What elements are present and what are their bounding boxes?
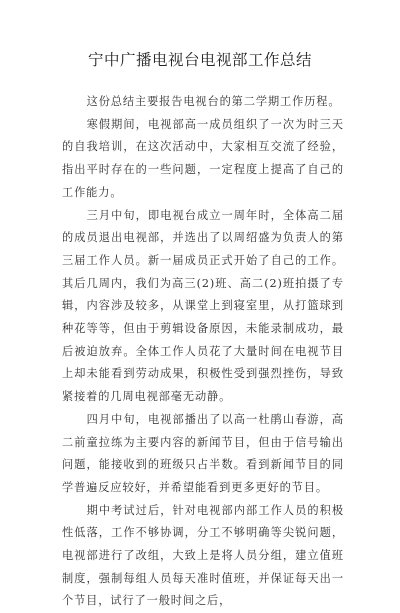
paragraph: 期中考试过后，针对电视部内部工作人员的积极性低落，工作不够协调，分工不够明确等尖锐问题，电视部进行了改组，大致上是将人员分组，建立值班制度，强制每组人员每天准时值班，并保证每天出一个节目，试行了一般时间之后， <box>62 503 344 608</box>
paragraph: 这份总结主要报告电视台的第二学期工作历程。 <box>86 95 341 108</box>
paragraph: 寒假期间，电视部高一成员组织了一次为时三天的自我培训，在这次活动中，大家相互交流了经验，指出平时存在的一些问题，一定程度上提高了自己的工作能力。 <box>62 117 344 199</box>
document-body <box>62 91 344 613</box>
document-title: 宁中广播电视台电视部工作总结 <box>87 51 312 69</box>
paragraph: 四月中旬，电视部播出了以高一杜鹃山春游，高二前童拉练为主要内容的新闻节目，但由于信号输出问题，能接收到的班级只占半数。看到新闻节目的同学普遍反应较好，并希望能看到更多更好的节目。 <box>62 412 344 494</box>
paragraph: 三月中旬，即电视台成立一周年时，全体高二届的成员退出电视部，并选出了以周绍盛为负责人的第三届工作人员。新一届成员正式开始了自己的工作。其后几周内，我们为高三(2)班、高二(2)班拍摄了专辑，内容涉及较多，从课堂上到寝室里，从打篮球到种花等等，但由于剪辑设备原因，未能录制成功，最后被迫放弃。全体工作人员花了大量时间在电视节目上却未能看到劳动成果，积极性受到强烈挫伤，导致紧接着的几周电视部毫无动静。 <box>62 208 344 404</box>
